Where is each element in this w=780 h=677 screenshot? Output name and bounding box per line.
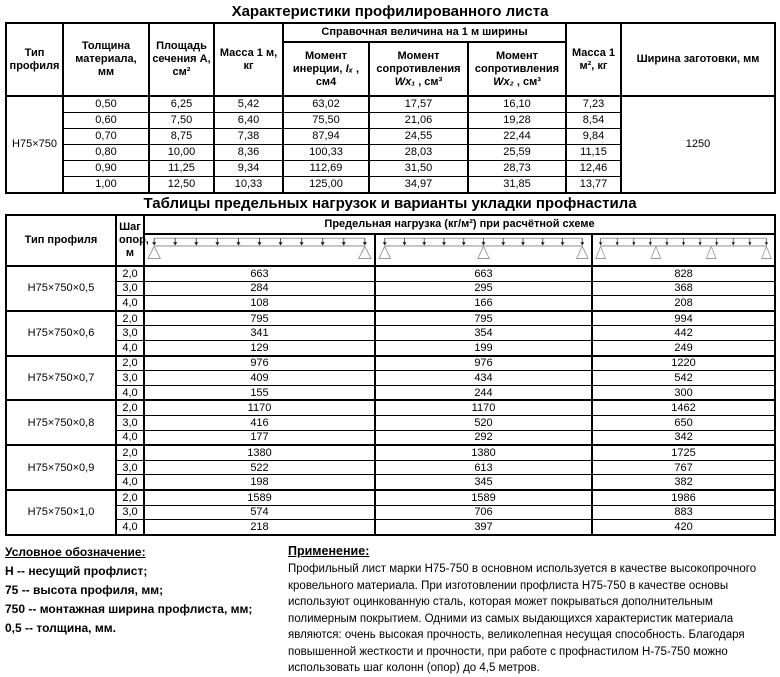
load-value-cell: 244	[375, 385, 592, 400]
span-step-cell: 2,0	[116, 400, 144, 415]
load-value-cell: 420	[592, 520, 775, 535]
value-cell: 34,97	[369, 177, 468, 194]
load-value-cell: 795	[375, 311, 592, 326]
load-value-cell: 883	[592, 505, 775, 520]
load-value-cell: 208	[592, 296, 775, 311]
value-cell: 8,54	[566, 113, 621, 129]
inertia-symbol: Iₓ	[345, 62, 353, 75]
col-header-span-step: Шаг опор, м	[116, 215, 144, 266]
profile-name-cell: Н75×750×0,6	[6, 311, 116, 356]
scheme-cell	[144, 234, 375, 266]
load-row	[6, 430, 775, 445]
inertia-label: Момент инерции,	[292, 49, 348, 75]
value-cell: 112,69	[283, 161, 369, 177]
value-cell: 7,23	[566, 96, 621, 113]
value-cell: 10,33	[214, 177, 283, 194]
value-cell: 10,00	[149, 145, 214, 161]
span-step-cell: 3,0	[116, 505, 144, 520]
load-value-cell: 767	[592, 460, 775, 475]
load-value-cell: 397	[375, 520, 592, 535]
legend-description: -- монтажная ширина профлиста, мм;	[25, 601, 253, 616]
load-row	[6, 490, 775, 505]
legend-item	[5, 600, 288, 619]
wx2-label: Момент сопротивления	[474, 49, 560, 75]
legend-items	[5, 562, 288, 638]
load-value-cell: 706	[375, 505, 592, 520]
span-step-cell: 3,0	[116, 371, 144, 386]
value-cell: 31,85	[468, 177, 566, 194]
legend-term: 75	[5, 582, 19, 597]
load-row	[6, 400, 775, 415]
value-cell: 100,33	[283, 145, 369, 161]
load-value-cell: 341	[144, 326, 375, 341]
load-value-cell: 976	[375, 356, 592, 371]
characteristics-row	[6, 96, 775, 113]
col-header-mass-1m: Масса 1 м, кг	[214, 23, 283, 96]
load-value-cell: 663	[144, 266, 375, 281]
load-value-cell: 1589	[375, 490, 592, 505]
legend-description: -- толщина, мм.	[21, 620, 116, 635]
application-heading: Применение:	[288, 543, 370, 558]
load-row	[6, 460, 775, 475]
load-value-cell: 284	[144, 281, 375, 296]
col-header-profile-type: Тип профиля	[6, 23, 63, 96]
value-cell: 16,10	[468, 96, 566, 113]
load-value-cell: 155	[144, 385, 375, 400]
legend-description: -- несущий профлист;	[13, 563, 148, 578]
value-cell: 11,25	[149, 161, 214, 177]
load-value-cell: 342	[592, 430, 775, 445]
load-value-cell: 198	[144, 475, 375, 490]
legend-heading: Условное обозначение:	[5, 544, 146, 559]
load-value-cell: 1170	[375, 400, 592, 415]
beam-scheme-single-span-icon	[147, 236, 372, 263]
value-cell: 7,38	[214, 129, 283, 145]
load-value-cell: 409	[144, 371, 375, 386]
value-cell: 24,55	[369, 129, 468, 145]
value-cell: 1,00	[63, 177, 149, 194]
load-value-cell: 292	[375, 430, 592, 445]
load-value-cell: 1589	[144, 490, 375, 505]
col-header-moment-resistance-1	[369, 42, 468, 96]
load-value-cell: 650	[592, 415, 775, 430]
legend-term: 750	[5, 601, 26, 616]
value-cell: 8,36	[214, 145, 283, 161]
profile-name-cell: Н75×750	[6, 96, 63, 193]
col-header-thickness: Толщина материала, мм	[63, 23, 149, 96]
value-cell: 0,80	[63, 145, 149, 161]
value-cell: 17,57	[369, 96, 468, 113]
application-text: Профильный лист марки Н75-750 в основном используется в качестве высокопрочного кровельного материала. При изготовлении профлиста Н75-750 в качестве основы используют оцинкованную сталь, которая может покрываться дополнительным полимерным покрытием. Одними из самых выдающихся характеристик материала являются: очень высокая прочность, великолепная несущая способность. Благодаря повышенной жесткости и прочности, при работе с профнастилом Н-75-750 можно использовать шаг колонн (опор) до 4,5 метров.	[288, 563, 757, 675]
load-table-title: Таблицы предельных нагрузок и варианты укладки профнастила	[143, 195, 637, 212]
col-header-moment-resistance-2	[468, 42, 566, 96]
value-cell: 5,42	[214, 96, 283, 113]
col-header-section-area: Площадь сечения А, см²	[149, 23, 214, 96]
load-value-cell: 129	[144, 340, 375, 355]
legend-block	[5, 543, 288, 677]
span-step-cell: 2,0	[116, 266, 144, 281]
beam-scheme-two-span-icon	[378, 236, 589, 263]
load-value-cell: 613	[375, 460, 592, 475]
load-row	[6, 385, 775, 400]
legend-term: 0,5	[5, 620, 22, 635]
value-cell: 0,60	[63, 113, 149, 129]
load-row	[6, 296, 775, 311]
value-cell: 9,84	[566, 129, 621, 145]
value-cell: 6,25	[149, 96, 214, 113]
value-cell: 8,75	[149, 129, 214, 145]
wx2-unit: , см³	[513, 75, 541, 88]
load-value-cell: 345	[375, 475, 592, 490]
load-value-cell: 795	[144, 311, 375, 326]
span-step-cell: 4,0	[116, 340, 144, 355]
value-cell: 0,70	[63, 129, 149, 145]
load-value-cell: 416	[144, 415, 375, 430]
load-value-cell: 1725	[592, 445, 775, 460]
span-step-cell: 4,0	[116, 520, 144, 535]
load-value-cell: 434	[375, 371, 592, 386]
load-value-cell: 442	[592, 326, 775, 341]
value-cell: 13,77	[566, 177, 621, 194]
load-value-cell: 177	[144, 430, 375, 445]
load-value-cell: 300	[592, 385, 775, 400]
span-step-cell: 3,0	[116, 326, 144, 341]
load-value-cell: 976	[144, 356, 375, 371]
load-value-cell: 522	[144, 460, 375, 475]
value-cell: 6,40	[214, 113, 283, 129]
value-cell: 21,06	[369, 113, 468, 129]
load-value-cell: 1170	[144, 400, 375, 415]
col-header-profile-type-2: Тип профиля	[6, 215, 116, 266]
value-cell: 87,94	[283, 129, 369, 145]
legend-description: -- высота профиля, мм;	[18, 582, 164, 597]
profile-name-cell: Н75×750×0,7	[6, 356, 116, 401]
scheme-cell	[375, 234, 592, 266]
load-row	[6, 475, 775, 490]
load-value-cell: 368	[592, 281, 775, 296]
load-row	[6, 445, 775, 460]
value-cell: 12,50	[149, 177, 214, 194]
load-value-cell: 1986	[592, 490, 775, 505]
span-step-cell: 2,0	[116, 311, 144, 326]
legend-term: Н	[5, 563, 14, 578]
bottom-section	[5, 543, 775, 677]
span-step-cell: 3,0	[116, 415, 144, 430]
span-step-cell: 2,0	[116, 490, 144, 505]
load-value-cell: 382	[592, 475, 775, 490]
load-value-cell: 295	[375, 281, 592, 296]
inertia-unit: , см4	[315, 62, 360, 88]
load-value-cell: 218	[144, 520, 375, 535]
load-value-cell: 520	[375, 415, 592, 430]
value-cell: 28,73	[468, 161, 566, 177]
col-header-blank-width: Ширина заготовки, мм	[621, 23, 775, 96]
value-cell: 75,50	[283, 113, 369, 129]
load-value-cell: 994	[592, 311, 775, 326]
load-value-cell: 1380	[375, 445, 592, 460]
limit-load-tbody	[6, 266, 775, 535]
load-value-cell: 1380	[144, 445, 375, 460]
value-cell: 25,59	[468, 145, 566, 161]
scheme-cell	[592, 234, 775, 266]
col-header-limit-load: Предельная нагрузка (кг/м²) при расчётной схеме	[144, 215, 775, 234]
value-cell: 31,50	[369, 161, 468, 177]
load-value-cell: 354	[375, 326, 592, 341]
load-value-cell: 1462	[592, 400, 775, 415]
value-cell: 19,28	[468, 113, 566, 129]
value-cell: 22,44	[468, 129, 566, 145]
value-cell: 0,90	[63, 161, 149, 177]
profile-name-cell: Н75×750×0,9	[6, 445, 116, 490]
load-row	[6, 520, 775, 535]
wx1-label: Момент сопротивления	[376, 49, 461, 75]
col-header-reference-group: Справочная величина на 1 м ширины	[283, 23, 566, 42]
profile-characteristics-table	[5, 22, 776, 194]
wx1-unit: , см³	[415, 75, 443, 88]
application-block	[288, 543, 775, 677]
span-step-cell: 4,0	[116, 430, 144, 445]
value-cell: 11,15	[566, 145, 621, 161]
wx1-symbol: Wx₁	[394, 75, 416, 88]
span-step-cell: 4,0	[116, 475, 144, 490]
span-step-cell: 3,0	[116, 281, 144, 296]
characteristics-table-title: Характеристики профилированного листа	[231, 3, 549, 20]
blank-width-cell: 1250	[621, 96, 775, 193]
value-cell: 125,00	[283, 177, 369, 194]
load-row	[6, 281, 775, 296]
legend-item	[5, 562, 288, 581]
load-value-cell: 828	[592, 266, 775, 281]
profile-characteristics-tbody	[6, 96, 775, 193]
load-value-cell: 542	[592, 371, 775, 386]
value-cell: 63,02	[283, 96, 369, 113]
col-header-moment-inertia	[283, 42, 369, 96]
load-row	[6, 266, 775, 281]
span-step-cell: 4,0	[116, 296, 144, 311]
load-row	[6, 356, 775, 371]
profile-name-cell: Н75×750×0,5	[6, 266, 116, 311]
value-cell: 12,46	[566, 161, 621, 177]
legend-item	[5, 619, 288, 638]
load-row	[6, 415, 775, 430]
value-cell: 28,03	[369, 145, 468, 161]
profile-name-cell: Н75×750×0,8	[6, 400, 116, 445]
load-row	[6, 505, 775, 520]
load-row	[6, 371, 775, 386]
profile-name-cell: Н75×750×1,0	[6, 490, 116, 535]
value-cell: 0,50	[63, 96, 149, 113]
load-value-cell: 574	[144, 505, 375, 520]
span-step-cell: 3,0	[116, 460, 144, 475]
load-value-cell: 199	[375, 340, 592, 355]
value-cell: 9,34	[214, 161, 283, 177]
span-step-cell: 2,0	[116, 445, 144, 460]
wx2-symbol: Wx₂	[493, 75, 514, 88]
load-row	[6, 340, 775, 355]
col-header-mass-1m2: Масса 1 м², кг	[566, 23, 621, 96]
legend-item	[5, 581, 288, 600]
load-value-cell: 249	[592, 340, 775, 355]
load-value-cell: 1220	[592, 356, 775, 371]
span-step-cell: 4,0	[116, 385, 144, 400]
beam-scheme-three-span-icon	[595, 236, 772, 263]
limit-load-table	[5, 214, 776, 536]
load-row	[6, 311, 775, 326]
value-cell: 7,50	[149, 113, 214, 129]
span-step-cell: 2,0	[116, 356, 144, 371]
load-row	[6, 326, 775, 341]
load-value-cell: 108	[144, 296, 375, 311]
load-value-cell: 166	[375, 296, 592, 311]
load-value-cell: 663	[375, 266, 592, 281]
